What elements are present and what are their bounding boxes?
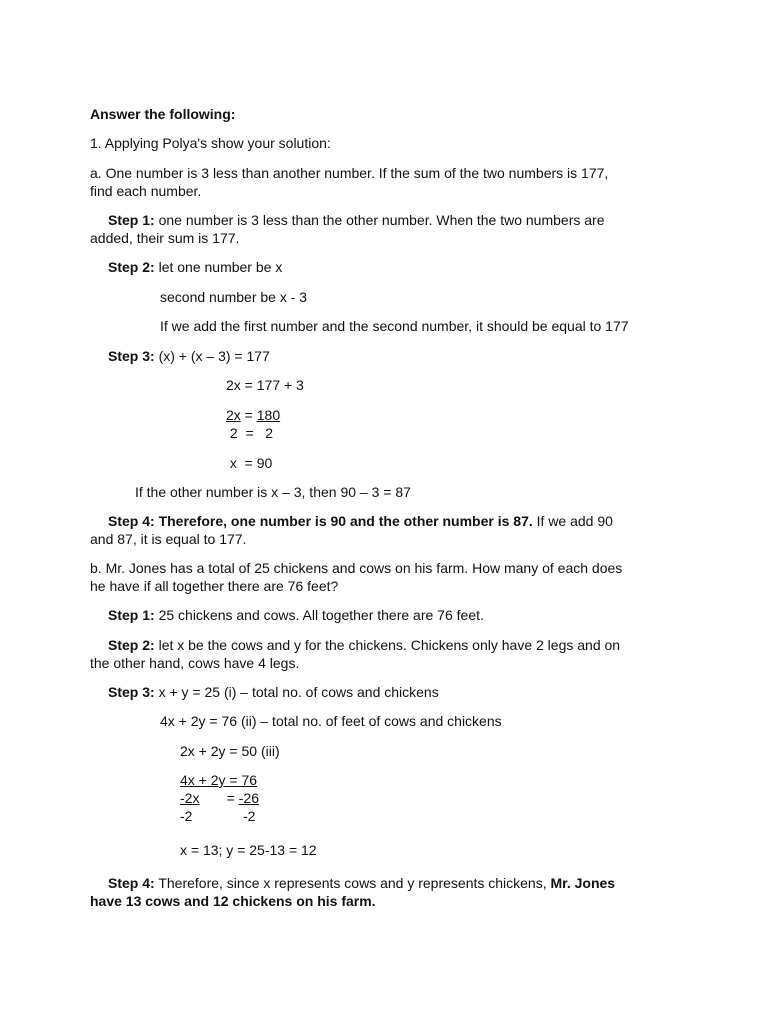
problem-a-equation-4: 2 = 2 xyxy=(226,425,274,441)
problem-b-equation-7: x = 13; y = 25-13 = 12 xyxy=(180,842,317,858)
numerator-left: -2x xyxy=(180,790,200,806)
step-text: 25 chickens and cows. All together there are 76 feet. xyxy=(154,607,484,623)
problem-a-question-line2: find each number. xyxy=(90,183,202,199)
step-label: Step 4: Therefore, one number is 90 and the other number is 87. xyxy=(108,513,533,529)
problem-a-step2-line2: second number be x - 3 xyxy=(160,289,308,305)
problem-a-step1 xyxy=(108,211,605,229)
problem-a-equation-3 xyxy=(226,406,280,424)
step-label: Step 1: xyxy=(108,607,155,623)
problem-a-step4 xyxy=(108,512,613,530)
step-label: Step 3: xyxy=(108,348,155,364)
problem-b-step2-cont: the other hand, cows have 4 legs. xyxy=(90,655,300,671)
problem-b-question-line2: he have if all together there are 76 feet? xyxy=(90,578,339,594)
problem-b-step1 xyxy=(108,606,484,624)
problem-b-equation-6: -2 -2 xyxy=(180,808,256,824)
step-answer: Mr. Jones xyxy=(550,875,616,891)
problem-b-step3 xyxy=(108,683,439,701)
problem-b-equation-2: 4x + 2y = 76 (ii) – total no. of feet of cows and chickens xyxy=(160,713,502,729)
step-text: let x be the cows and y for the chickens. Chickens only have 2 legs and on xyxy=(154,637,621,653)
instruction: 1. Applying Polya's show your solution: xyxy=(90,135,331,151)
step-text: one number is 3 less than the other number. When the two numbers are xyxy=(154,212,605,228)
problem-a-step3 xyxy=(108,347,270,365)
step-text: (x) + (x – 3) = 177 xyxy=(154,348,270,364)
problem-b-step4-answer: have 13 cows and 12 chickens on his farm. xyxy=(90,893,376,909)
equals: = xyxy=(199,790,239,806)
problem-b-step4 xyxy=(108,874,615,892)
step-label: Step 2: xyxy=(108,637,155,653)
problem-b-step2 xyxy=(108,636,620,654)
problem-a-conclusion: If the other number is x – 3, then 90 – 3 = 87 xyxy=(135,484,411,500)
problem-b-equation-3: 2x + 2y = 50 (iii) xyxy=(180,743,280,759)
problem-a-step2-line3: If we add the first number and the second number, it should be equal to 177 xyxy=(160,318,629,334)
problem-a-equation-5: x = 90 xyxy=(226,455,273,471)
problem-b-equation-4: 4x + 2y = 76 xyxy=(180,772,258,788)
problem-b-question-line1: b. Mr. Jones has a total of 25 chickens and cows on his farm. How many of each does xyxy=(90,560,623,576)
numerator-right: -26 xyxy=(238,790,259,806)
problem-b-equation-5 xyxy=(180,789,259,807)
step-label: Step 4: xyxy=(108,875,155,891)
problem-a-question-line1: a. One number is 3 less than another number. If the sum of the two numbers is 177, xyxy=(90,165,609,181)
step-text: If we add 90 xyxy=(532,513,613,529)
problem-a-step4-cont: and 87, it is equal to 177. xyxy=(90,531,247,547)
numerator-right: 180 xyxy=(256,407,281,423)
worksheet-heading: Answer the following: xyxy=(90,106,236,122)
problem-a-step1-cont: added, their sum is 177. xyxy=(90,230,240,246)
step-label: Step 1: xyxy=(108,212,155,228)
numerator-left: 2x xyxy=(226,407,241,423)
step-text: let one number be x xyxy=(154,259,283,275)
step-text: x + y = 25 (i) – total no. of cows and chickens xyxy=(154,684,439,700)
problem-a-equation-2: 2x = 177 + 3 xyxy=(226,377,304,393)
step-label: Step 2: xyxy=(108,259,155,275)
step-text: Therefore, since x represents cows and y represents chickens, xyxy=(154,875,551,891)
problem-a-step2 xyxy=(108,258,282,276)
equals: = xyxy=(240,407,257,423)
step-label: Step 3: xyxy=(108,684,155,700)
